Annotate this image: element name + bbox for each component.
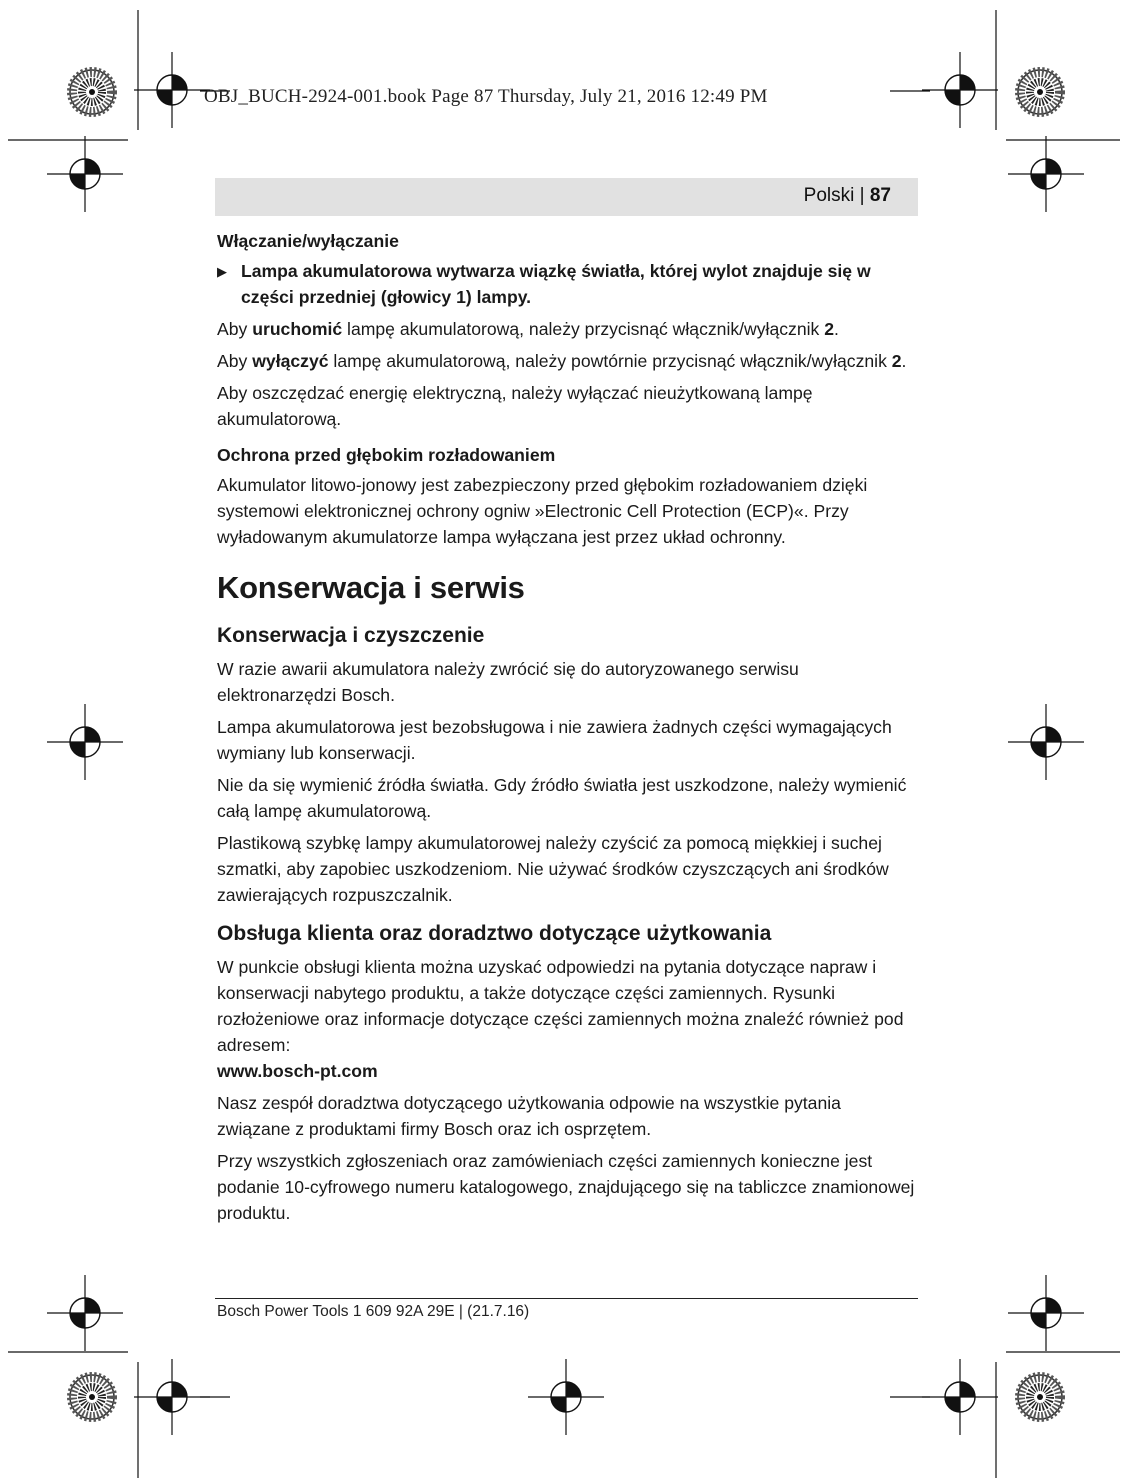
- heading-deep-discharge: Ochrona przed głębokim rozładowaniem: [217, 445, 556, 465]
- paragraph-switch-off: Aby wyłączyć lampę akumulatorową, należy powtórnie przycisnąć włącznik/wyłącznik 2.: [217, 351, 907, 371]
- heading-on-off: Włączanie/wyłączanie: [217, 231, 399, 251]
- paragraph-light-source: Nie da się wymienić źródła światła. Gdy źródło światła jest uszkodzone, należy wymienić całą lampę akumulatorową.: [217, 775, 907, 821]
- page-number: 87: [869, 185, 891, 206]
- header-language: Polski: [803, 185, 855, 206]
- paragraph-battery-failure: W razie awarii akumulatora należy zwrócić się do autoryzowanego serwisu elektronarzędzi Bosch.: [217, 659, 799, 705]
- paragraph-service-info: W punkcie obsługi klienta można uzyskać odpowiedzi na pytania dotyczące napraw i konserwacji nabytego produktu, a także dotyczące części zamiennych. Rysunki rozłożeniowe oraz informacje dotyczące części zamiennych można znaleźć również pod adresem:: [217, 957, 904, 1055]
- heading-maintenance-cleaning: Konserwacja i czyszczenie: [217, 624, 485, 647]
- paragraph-deep-discharge: Akumulator litowo-jonowy jest zabezpieczony przed głębokim rozładowaniem dzięki systemowi elektronicznej ochrony ogniw »Electronic Cell Protection (ECP)«. Przy wyładowanym akumulatorze lampa wyłączana jest przez układ ochronny.: [217, 475, 868, 547]
- bullet-triangle-icon: ▶: [217, 264, 227, 279]
- heading-customer-service: Obsługa klienta oraz doradztwo dotyczące użytkowania: [217, 922, 772, 945]
- header-separator: |: [854, 185, 870, 206]
- page-number-label: [804, 185, 891, 207]
- page-content: [217, 228, 917, 1232]
- safety-bullet: [217, 258, 917, 310]
- running-header: [215, 178, 918, 216]
- paragraph-save-energy: Aby oszczędzać energię elektryczną, należy wyłączać nieużytkowaną lampę akumulatorową.: [217, 383, 813, 429]
- safety-bullet-text: Lampa akumulatorowa wytwarza wiązkę światła, której wylot znajduje się w części przedniej (głowicy 1) lampy.: [241, 261, 871, 307]
- paragraph-catalog-number: Przy wszystkich zgłoszeniach oraz zamówieniach części zamiennych konieczne jest podanie 10-cyfrowego numeru katalogowego, znajdującego się na tabliczce znamionowej produktu.: [217, 1151, 915, 1223]
- paragraph-advisory-team: Nasz zespół doradztwa dotyczącego użytkowania odpowie na wszystkie pytania związane z produktami firmy Bosch oraz ich osprzętem.: [217, 1093, 841, 1139]
- paragraph-maintenance-free: Lampa akumulatorowa jest bezobsługowa i nie zawiera żadnych części wymagających wymiany lub konserwacji.: [217, 717, 892, 763]
- page-footer: Bosch Power Tools 1 609 92A 29E | (21.7.16): [217, 1303, 530, 1320]
- print-slug: OBJ_BUCH-2924-001.book Page 87 Thursday, July 21, 2016 12:49 PM: [204, 86, 768, 107]
- paragraph-switch-on: Aby uruchomić lampę akumulatorową, należy przycisnąć włącznik/wyłącznik 2.: [217, 319, 839, 339]
- heading-maintenance-service: Konserwacja i serwis: [217, 570, 525, 605]
- paragraph-cleaning-lens: Plastikową szybkę lampy akumulatorowej należy czyścić za pomocą miękkiej i suchej szmatki, aby zapobiec uszkodzeniom. Nie używać środków czyszczących ani środków zawierających rozpuszczalnik.: [217, 833, 889, 905]
- bosch-website-link[interactable]: www.bosch-pt.com: [217, 1061, 378, 1081]
- footer-divider: [215, 1298, 918, 1299]
